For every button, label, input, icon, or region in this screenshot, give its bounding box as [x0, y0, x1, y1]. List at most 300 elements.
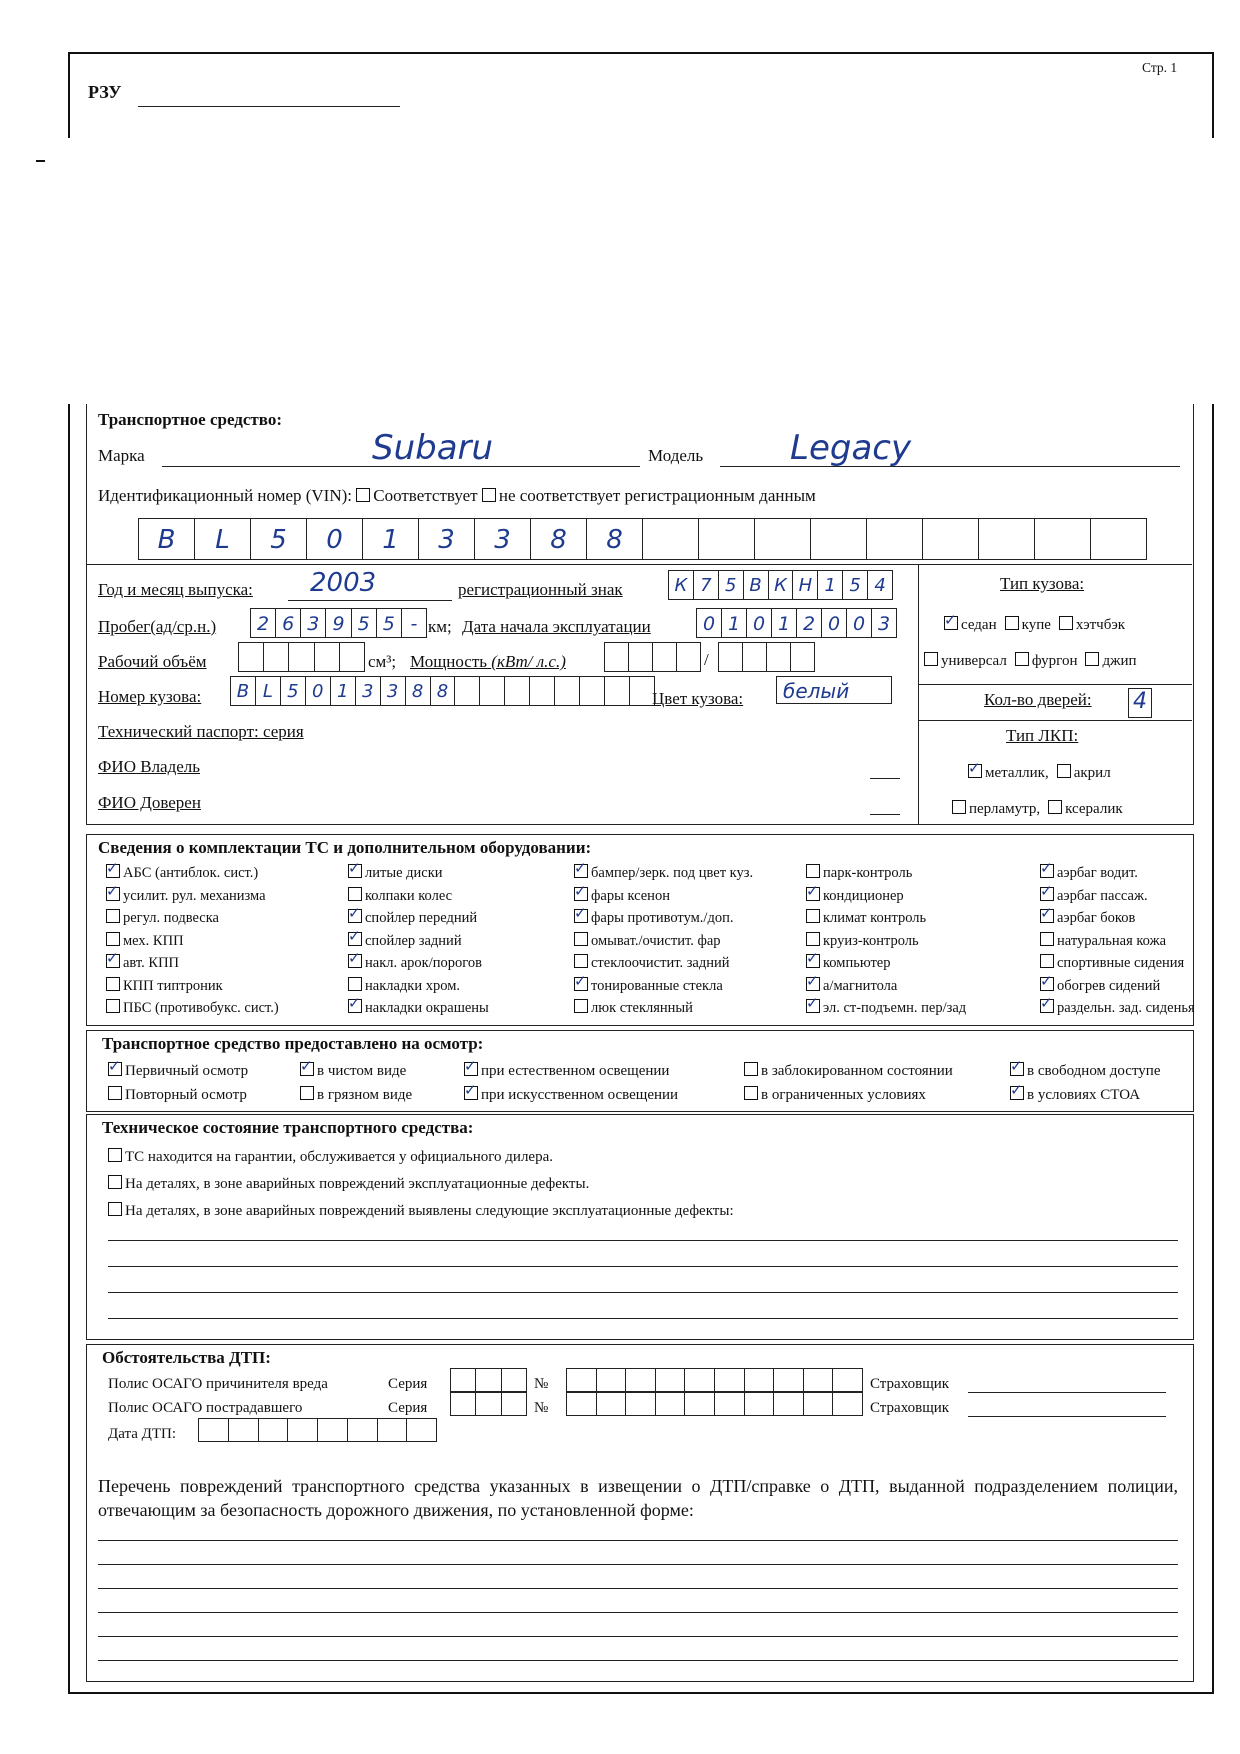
- power-label: Мощность (кВт/ л.с.): [410, 652, 566, 671]
- checkbox[interactable]: [1040, 999, 1054, 1013]
- checkbox[interactable]: [108, 1062, 122, 1076]
- char-box[interactable]: [866, 518, 923, 560]
- equipment-item[interactable]: [806, 864, 912, 882]
- equipment-item[interactable]: [348, 954, 482, 972]
- char-box[interactable]: 3: [871, 608, 897, 638]
- checkbox[interactable]: [574, 887, 588, 901]
- char-box[interactable]: [684, 1392, 715, 1416]
- checkbox[interactable]: [744, 1086, 758, 1100]
- equipment-item[interactable]: [106, 999, 279, 1017]
- equipment-item[interactable]: [348, 932, 462, 950]
- equipment-item[interactable]: [574, 977, 723, 995]
- char-box[interactable]: [652, 642, 677, 672]
- option-item[interactable]: [924, 653, 1007, 669]
- model-value[interactable]: Legacy: [790, 428, 912, 468]
- char-box[interactable]: [744, 1392, 775, 1416]
- char-box[interactable]: 5: [250, 518, 307, 560]
- make-label: Марка: [98, 446, 145, 465]
- char-box[interactable]: [803, 1368, 834, 1392]
- equipment-item[interactable]: [574, 999, 693, 1017]
- inspection-item[interactable]: [108, 1062, 248, 1080]
- equipment-item[interactable]: [1040, 887, 1148, 905]
- inspection-item[interactable]: [300, 1062, 406, 1080]
- char-box[interactable]: [596, 1392, 627, 1416]
- char-box[interactable]: 4: [867, 570, 893, 600]
- char-box[interactable]: [754, 518, 811, 560]
- char-box[interactable]: [317, 1418, 348, 1442]
- volume-label: Рабочий объём: [98, 652, 207, 671]
- vin-match-checkbox[interactable]: [356, 488, 370, 502]
- char-box[interactable]: [228, 1418, 259, 1442]
- char-box[interactable]: [450, 1392, 476, 1416]
- checkbox[interactable]: [944, 616, 958, 630]
- paint-row-2: [952, 800, 1131, 818]
- accident-date-boxes[interactable]: [198, 1418, 436, 1442]
- char-box[interactable]: [676, 642, 701, 672]
- make-value[interactable]: Subaru: [372, 428, 494, 468]
- checkbox-label: хэтчбэк: [1075, 617, 1126, 633]
- char-box[interactable]: L: [255, 676, 281, 706]
- char-box[interactable]: [566, 1392, 597, 1416]
- char-box[interactable]: 1: [330, 676, 356, 706]
- option-item[interactable]: [952, 801, 1040, 817]
- checkbox-label: Повторный осмотр: [125, 1087, 247, 1103]
- checkbox[interactable]: [300, 1062, 314, 1076]
- char-box[interactable]: 8: [405, 676, 431, 706]
- checkbox[interactable]: [348, 864, 362, 878]
- char-box[interactable]: 5: [351, 608, 377, 638]
- char-box[interactable]: [198, 1418, 229, 1442]
- char-box[interactable]: 3: [355, 676, 381, 706]
- number-victim-boxes[interactable]: [566, 1392, 862, 1416]
- char-box[interactable]: [579, 676, 605, 706]
- proxy-label: ФИО Доверен: [98, 793, 201, 812]
- char-box[interactable]: [406, 1418, 437, 1442]
- char-box[interactable]: B: [230, 676, 256, 706]
- checkbox[interactable]: [106, 909, 120, 923]
- vin-label: Идентификационный номер (VIN):: [98, 486, 353, 505]
- char-box[interactable]: L: [194, 518, 251, 560]
- checkbox[interactable]: [744, 1062, 758, 1076]
- condition-item[interactable]: [108, 1175, 1160, 1193]
- model-label: Модель: [648, 446, 704, 465]
- char-box[interactable]: [566, 1368, 597, 1392]
- char-box[interactable]: [655, 1368, 686, 1392]
- equipment-item[interactable]: [106, 932, 184, 950]
- checkbox[interactable]: [300, 1086, 314, 1100]
- checkbox[interactable]: [806, 932, 820, 946]
- equipment-item[interactable]: [348, 887, 452, 905]
- char-box[interactable]: [742, 642, 767, 672]
- checkbox-label: накладки хром.: [365, 977, 460, 994]
- policy-culprit-label: Полис ОСАГО причинителя вреда: [108, 1376, 328, 1392]
- checkbox[interactable]: [574, 999, 588, 1013]
- inspection-item[interactable]: [744, 1062, 953, 1080]
- checkbox[interactable]: [1015, 652, 1029, 666]
- checkbox-label: аэрбаг боков: [1057, 910, 1136, 926]
- char-box[interactable]: [714, 1392, 745, 1416]
- char-box[interactable]: [718, 642, 743, 672]
- char-box[interactable]: B: [138, 518, 195, 560]
- damage-line-1[interactable]: [98, 1540, 1178, 1541]
- equipment-item[interactable]: [1040, 864, 1138, 882]
- checkbox-label: в ограниченных условиях: [761, 1087, 926, 1103]
- checkbox-label: авт. КПП: [123, 955, 180, 971]
- char-box[interactable]: 3: [418, 518, 475, 560]
- char-box[interactable]: [347, 1418, 378, 1442]
- option-item[interactable]: [1059, 617, 1125, 633]
- equipment-item[interactable]: [106, 977, 223, 995]
- start-date-boxes[interactable]: [696, 608, 896, 638]
- checkbox[interactable]: [108, 1202, 122, 1216]
- checkbox[interactable]: [348, 932, 362, 946]
- policy-victim-label: Полис ОСАГО пострадавшего: [108, 1400, 303, 1416]
- condition-item[interactable]: [108, 1148, 1160, 1166]
- number-culprit-boxes[interactable]: [566, 1368, 862, 1392]
- passport-label: Технический паспорт: серия: [98, 722, 304, 741]
- char-box[interactable]: 0: [846, 608, 872, 638]
- char-box[interactable]: 0: [305, 676, 331, 706]
- checkbox-label: люк стеклянный: [591, 1000, 693, 1016]
- char-box[interactable]: [339, 642, 365, 672]
- char-box[interactable]: 1: [721, 608, 747, 638]
- char-box[interactable]: 1: [362, 518, 419, 560]
- option-item[interactable]: [968, 765, 1049, 781]
- checkbox[interactable]: [106, 864, 120, 878]
- vin-nomatch-checkbox[interactable]: [482, 488, 496, 502]
- series-culprit-boxes[interactable]: [450, 1368, 526, 1392]
- checkbox[interactable]: [348, 999, 362, 1013]
- option-item[interactable]: [1048, 801, 1123, 817]
- char-box[interactable]: [554, 676, 580, 706]
- char-box[interactable]: В: [743, 570, 769, 600]
- checkbox[interactable]: [806, 999, 820, 1013]
- char-box[interactable]: [698, 518, 755, 560]
- checkbox[interactable]: [924, 652, 938, 666]
- checkbox[interactable]: [574, 954, 588, 968]
- checkbox-label: Первичный осмотр: [125, 1063, 249, 1079]
- equipment-grid: [106, 864, 1195, 1024]
- checkbox[interactable]: [1085, 652, 1099, 666]
- doors-value[interactable]: 4: [1128, 688, 1152, 718]
- defect-line-3[interactable]: [108, 1292, 1178, 1293]
- char-box[interactable]: 8: [586, 518, 643, 560]
- char-box[interactable]: 0: [696, 608, 722, 638]
- checkbox-label: фургон: [1031, 653, 1078, 669]
- equipment-item[interactable]: [574, 864, 753, 882]
- reg-boxes[interactable]: [668, 570, 892, 600]
- char-box[interactable]: [604, 676, 630, 706]
- checkbox[interactable]: [1059, 616, 1073, 630]
- char-box[interactable]: 5: [718, 570, 744, 600]
- char-box[interactable]: 1: [817, 570, 843, 600]
- checkbox[interactable]: [348, 954, 362, 968]
- equipment-item[interactable]: [348, 909, 477, 927]
- char-box[interactable]: [1034, 518, 1091, 560]
- vehicle-side-divider: [918, 564, 919, 824]
- char-box[interactable]: 9: [325, 608, 351, 638]
- year-value[interactable]: 2003: [310, 568, 377, 598]
- char-box[interactable]: [504, 676, 530, 706]
- color-label: Цвет кузова:: [652, 689, 744, 708]
- equipment-item[interactable]: [574, 909, 733, 927]
- checkbox[interactable]: [1040, 909, 1054, 923]
- char-box[interactable]: 3: [300, 608, 326, 638]
- char-box[interactable]: К: [668, 570, 694, 600]
- condition-title: Техническое состояние транспортного средства:: [102, 1118, 474, 1137]
- char-box[interactable]: [604, 642, 629, 672]
- char-box[interactable]: 6: [275, 608, 301, 638]
- equipment-item[interactable]: [348, 864, 443, 882]
- checkbox[interactable]: [968, 764, 982, 778]
- checkbox-label: металлик,: [985, 765, 1049, 781]
- checkbox[interactable]: [806, 954, 820, 968]
- model-line: [720, 466, 1180, 467]
- char-box[interactable]: [501, 1392, 527, 1416]
- defect-line-1[interactable]: [108, 1240, 1178, 1241]
- checkbox[interactable]: [1010, 1086, 1024, 1100]
- mileage-label: Пробег(ад/ср.н.): [98, 617, 217, 636]
- char-box[interactable]: [810, 518, 867, 560]
- char-box[interactable]: [238, 642, 264, 672]
- checkbox[interactable]: [1040, 932, 1054, 946]
- equipment-item[interactable]: [806, 977, 897, 995]
- checkbox[interactable]: [952, 800, 966, 814]
- inspection-item[interactable]: [464, 1086, 678, 1104]
- damage-line-5[interactable]: [98, 1636, 1178, 1637]
- char-box[interactable]: [625, 1368, 656, 1392]
- checkbox-label: ксералик: [1065, 801, 1123, 817]
- vin-boxes[interactable]: [138, 518, 1146, 560]
- inspection-item[interactable]: [464, 1062, 669, 1080]
- color-value[interactable]: белый: [776, 676, 892, 704]
- owner-label: ФИО Владель: [98, 757, 201, 776]
- char-box[interactable]: [628, 642, 653, 672]
- checkbox-label: спортивные сидения: [1057, 955, 1185, 971]
- vin-nomatch-label: не соответствует регистрационным данным: [498, 486, 816, 505]
- equipment-item[interactable]: [106, 887, 266, 905]
- checkbox[interactable]: [108, 1148, 122, 1162]
- char-box[interactable]: [773, 1368, 804, 1392]
- checkbox[interactable]: [574, 932, 588, 946]
- char-box[interactable]: [832, 1368, 863, 1392]
- char-box[interactable]: 2: [250, 608, 276, 638]
- char-box[interactable]: [773, 1392, 804, 1416]
- checkbox-label: компьютер: [823, 955, 891, 971]
- damage-line-3[interactable]: [98, 1588, 1178, 1589]
- option-item[interactable]: [1005, 617, 1051, 633]
- char-box[interactable]: [501, 1368, 527, 1392]
- equipment-item[interactable]: [1040, 932, 1166, 950]
- equipment-item[interactable]: [106, 954, 179, 972]
- checkbox-label: фары противотум./доп.: [591, 910, 734, 926]
- char-box[interactable]: -: [401, 608, 427, 638]
- char-box[interactable]: [454, 676, 480, 706]
- equipment-item[interactable]: [348, 999, 489, 1017]
- char-box[interactable]: 1: [771, 608, 797, 638]
- checkbox-label: парк-контроль: [823, 865, 913, 881]
- checkbox[interactable]: [106, 887, 120, 901]
- char-box[interactable]: [288, 642, 314, 672]
- char-box[interactable]: [1090, 518, 1147, 560]
- equipment-item[interactable]: [1040, 954, 1184, 972]
- equipment-item[interactable]: [106, 864, 258, 882]
- equipment-item[interactable]: [806, 954, 891, 972]
- header-frame: [68, 52, 1214, 138]
- accident-date-label: Дата ДТП:: [108, 1426, 177, 1442]
- checkbox[interactable]: [464, 1086, 478, 1100]
- checkbox-label: спойлер задний: [365, 932, 462, 949]
- char-box[interactable]: 5: [280, 676, 306, 706]
- checkbox[interactable]: [348, 887, 362, 901]
- equipment-item[interactable]: [806, 999, 966, 1017]
- mileage-boxes[interactable]: [250, 608, 426, 638]
- char-box[interactable]: 2: [796, 608, 822, 638]
- checkbox[interactable]: [108, 1086, 122, 1100]
- char-box[interactable]: [978, 518, 1035, 560]
- char-box[interactable]: 5: [376, 608, 402, 638]
- char-box[interactable]: [475, 1368, 501, 1392]
- char-box[interactable]: 0: [306, 518, 363, 560]
- insurer-line-1[interactable]: [968, 1392, 1166, 1393]
- char-box[interactable]: 5: [842, 570, 868, 600]
- char-box[interactable]: [655, 1392, 686, 1416]
- char-box[interactable]: 3: [380, 676, 406, 706]
- char-box[interactable]: [744, 1368, 775, 1392]
- char-box[interactable]: [832, 1392, 863, 1416]
- char-box[interactable]: Н: [792, 570, 818, 600]
- char-box[interactable]: [314, 642, 340, 672]
- char-box[interactable]: К: [768, 570, 794, 600]
- body-number-boxes[interactable]: [230, 676, 654, 706]
- char-box[interactable]: [684, 1368, 715, 1392]
- equipment-item[interactable]: [806, 887, 904, 905]
- checkbox[interactable]: [1040, 977, 1054, 991]
- option-item[interactable]: [1085, 653, 1136, 669]
- checkbox-label: круиз-контроль: [823, 932, 919, 949]
- checkbox[interactable]: [106, 954, 120, 968]
- char-box[interactable]: [475, 1392, 501, 1416]
- equipment-item[interactable]: [1040, 977, 1160, 995]
- checkbox[interactable]: [1040, 954, 1054, 968]
- char-box[interactable]: [596, 1368, 627, 1392]
- checkbox[interactable]: [574, 977, 588, 991]
- condition-item[interactable]: [108, 1202, 1160, 1220]
- char-box[interactable]: 0: [746, 608, 772, 638]
- defect-line-4[interactable]: [108, 1318, 1178, 1319]
- checkbox[interactable]: [1040, 887, 1054, 901]
- volume-boxes[interactable]: [238, 642, 364, 672]
- inspection-item[interactable]: [1010, 1086, 1140, 1104]
- char-box[interactable]: [529, 676, 555, 706]
- checkbox-label: перламутр,: [969, 801, 1041, 817]
- option-item[interactable]: [944, 617, 997, 633]
- power-kw-boxes[interactable]: [604, 642, 700, 672]
- char-box[interactable]: [642, 518, 699, 560]
- equipment-item[interactable]: [806, 909, 926, 927]
- checkbox[interactable]: [806, 977, 820, 991]
- insurer-line-2[interactable]: [968, 1416, 1166, 1417]
- checkbox-label: аэрбаг пассаж.: [1057, 887, 1148, 904]
- equipment-item[interactable]: [574, 954, 730, 972]
- char-box[interactable]: [790, 642, 815, 672]
- checkbox-label: натуральная кожа: [1057, 932, 1167, 949]
- checkbox[interactable]: [806, 909, 820, 923]
- damage-line-6[interactable]: [98, 1660, 1178, 1661]
- char-box[interactable]: [258, 1418, 289, 1442]
- vin-row: [98, 486, 816, 506]
- char-box[interactable]: [803, 1392, 834, 1416]
- insurer-label-2: Страховщик: [870, 1400, 950, 1416]
- checkbox[interactable]: [1048, 800, 1062, 814]
- doors-divider: [918, 720, 1192, 721]
- checkbox-label: при естественном освещении: [481, 1063, 670, 1079]
- damage-line-2[interactable]: [98, 1564, 1178, 1565]
- char-box[interactable]: [287, 1418, 318, 1442]
- inspection-item[interactable]: [1010, 1062, 1161, 1080]
- inspection-item[interactable]: [300, 1086, 412, 1104]
- checkbox[interactable]: [106, 999, 120, 1013]
- equipment-item[interactable]: [1040, 999, 1195, 1017]
- equipment-item[interactable]: [348, 977, 460, 995]
- checkbox[interactable]: [1040, 864, 1054, 878]
- checkbox[interactable]: [464, 1062, 478, 1076]
- checkbox[interactable]: [574, 909, 588, 923]
- inspection-item[interactable]: [744, 1086, 926, 1104]
- char-box[interactable]: 8: [530, 518, 587, 560]
- char-box[interactable]: [766, 642, 791, 672]
- checkbox[interactable]: [1005, 616, 1019, 630]
- checkbox[interactable]: [1010, 1062, 1024, 1076]
- char-box[interactable]: [377, 1418, 408, 1442]
- equipment-item[interactable]: [574, 932, 721, 950]
- checkbox[interactable]: [574, 864, 588, 878]
- char-box[interactable]: 3: [474, 518, 531, 560]
- damage-line-4[interactable]: [98, 1612, 1178, 1613]
- char-box[interactable]: [625, 1392, 656, 1416]
- defect-line-2[interactable]: [108, 1266, 1178, 1267]
- checkbox[interactable]: [108, 1175, 122, 1189]
- series-victim-boxes[interactable]: [450, 1392, 526, 1416]
- inspection-item[interactable]: [108, 1086, 247, 1104]
- char-box[interactable]: [479, 676, 505, 706]
- power-hp-boxes[interactable]: [718, 642, 814, 672]
- checkbox[interactable]: [806, 864, 820, 878]
- checkbox[interactable]: [348, 909, 362, 923]
- char-box[interactable]: [922, 518, 979, 560]
- checkbox[interactable]: [1057, 764, 1071, 778]
- char-box[interactable]: [714, 1368, 745, 1392]
- option-item[interactable]: [1057, 765, 1111, 781]
- option-item[interactable]: [1015, 653, 1078, 669]
- char-box[interactable]: [263, 642, 289, 672]
- char-box[interactable]: [450, 1368, 476, 1392]
- equipment-item[interactable]: [806, 932, 919, 950]
- body-type-title: Тип кузова:: [1000, 574, 1085, 593]
- equipment-item[interactable]: [574, 887, 670, 905]
- checkbox[interactable]: [106, 932, 120, 946]
- checkbox[interactable]: [106, 977, 120, 991]
- accident-title: Обстоятельства ДТП:: [102, 1348, 271, 1367]
- checkbox[interactable]: [348, 977, 362, 991]
- char-box[interactable]: 0: [821, 608, 847, 638]
- char-box[interactable]: 8: [430, 676, 456, 706]
- char-box[interactable]: 7: [693, 570, 719, 600]
- checkbox[interactable]: [806, 887, 820, 901]
- inspection-grid: [108, 1062, 1188, 1110]
- equipment-item[interactable]: [106, 909, 219, 927]
- equipment-item[interactable]: [1040, 909, 1135, 927]
